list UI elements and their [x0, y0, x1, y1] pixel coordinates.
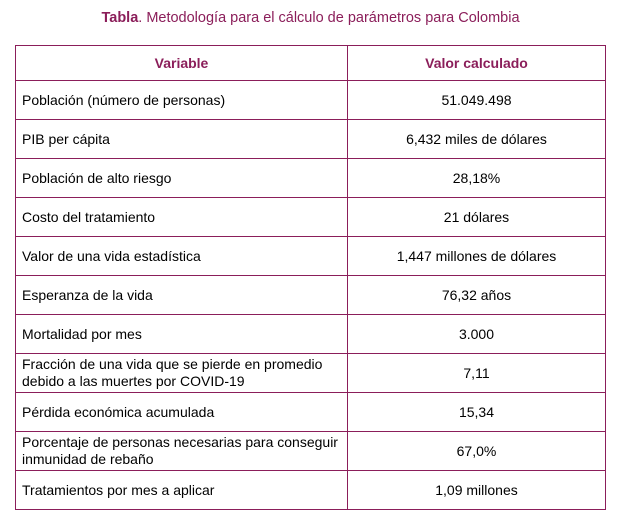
cell-variable: Tratamientos por mes a aplicar: [16, 471, 348, 510]
table-row: [16, 159, 606, 198]
cell-value: 28,18%: [348, 159, 606, 198]
cell-variable: Población (número de personas): [16, 81, 348, 120]
parameters-table: [15, 45, 606, 510]
cell-value: 1,09 millones: [348, 471, 606, 510]
cell-value: 1,447 millones de dólares: [348, 237, 606, 276]
table-row: [16, 237, 606, 276]
caption-text: . Metodología para el cálculo de parámetros para Colombia: [138, 10, 520, 26]
table-row: [16, 393, 606, 432]
table-row: [16, 354, 606, 393]
cell-value: 3.000: [348, 315, 606, 354]
header-value: Valor calculado: [348, 46, 606, 81]
cell-variable: Valor de una vida estadística: [16, 237, 348, 276]
table-row: [16, 198, 606, 237]
cell-variable: PIB per cápita: [16, 120, 348, 159]
header-row: [16, 46, 606, 81]
cell-value: 6,432 miles de dólares: [348, 120, 606, 159]
table-row: [16, 471, 606, 510]
table-row: [16, 315, 606, 354]
cell-variable: Mortalidad por mes: [16, 315, 348, 354]
table-row: [16, 120, 606, 159]
cell-variable: Costo del tratamiento: [16, 198, 348, 237]
cell-value: 21 dólares: [348, 198, 606, 237]
cell-variable: Población de alto riesgo: [16, 159, 348, 198]
cell-variable: Esperanza de la vida: [16, 276, 348, 315]
table-row: [16, 81, 606, 120]
cell-variable: Pérdida económica acumulada: [16, 393, 348, 432]
cell-value: 7,11: [348, 354, 606, 393]
cell-value: 76,32 años: [348, 276, 606, 315]
cell-value: 51.049.498: [348, 81, 606, 120]
header-variable: Variable: [16, 46, 348, 81]
caption-label: Tabla: [101, 10, 139, 26]
table-caption: [0, 10, 621, 26]
cell-value: 15,34: [348, 393, 606, 432]
cell-variable: Porcentaje de personas necesarias para conseguir inmunidad de rebaño: [16, 432, 348, 471]
cell-value: 67,0%: [348, 432, 606, 471]
cell-variable: Fracción de una vida que se pierde en promedio debido a las muertes por COVID-19: [16, 354, 348, 393]
table-row: [16, 432, 606, 471]
table-row: [16, 276, 606, 315]
